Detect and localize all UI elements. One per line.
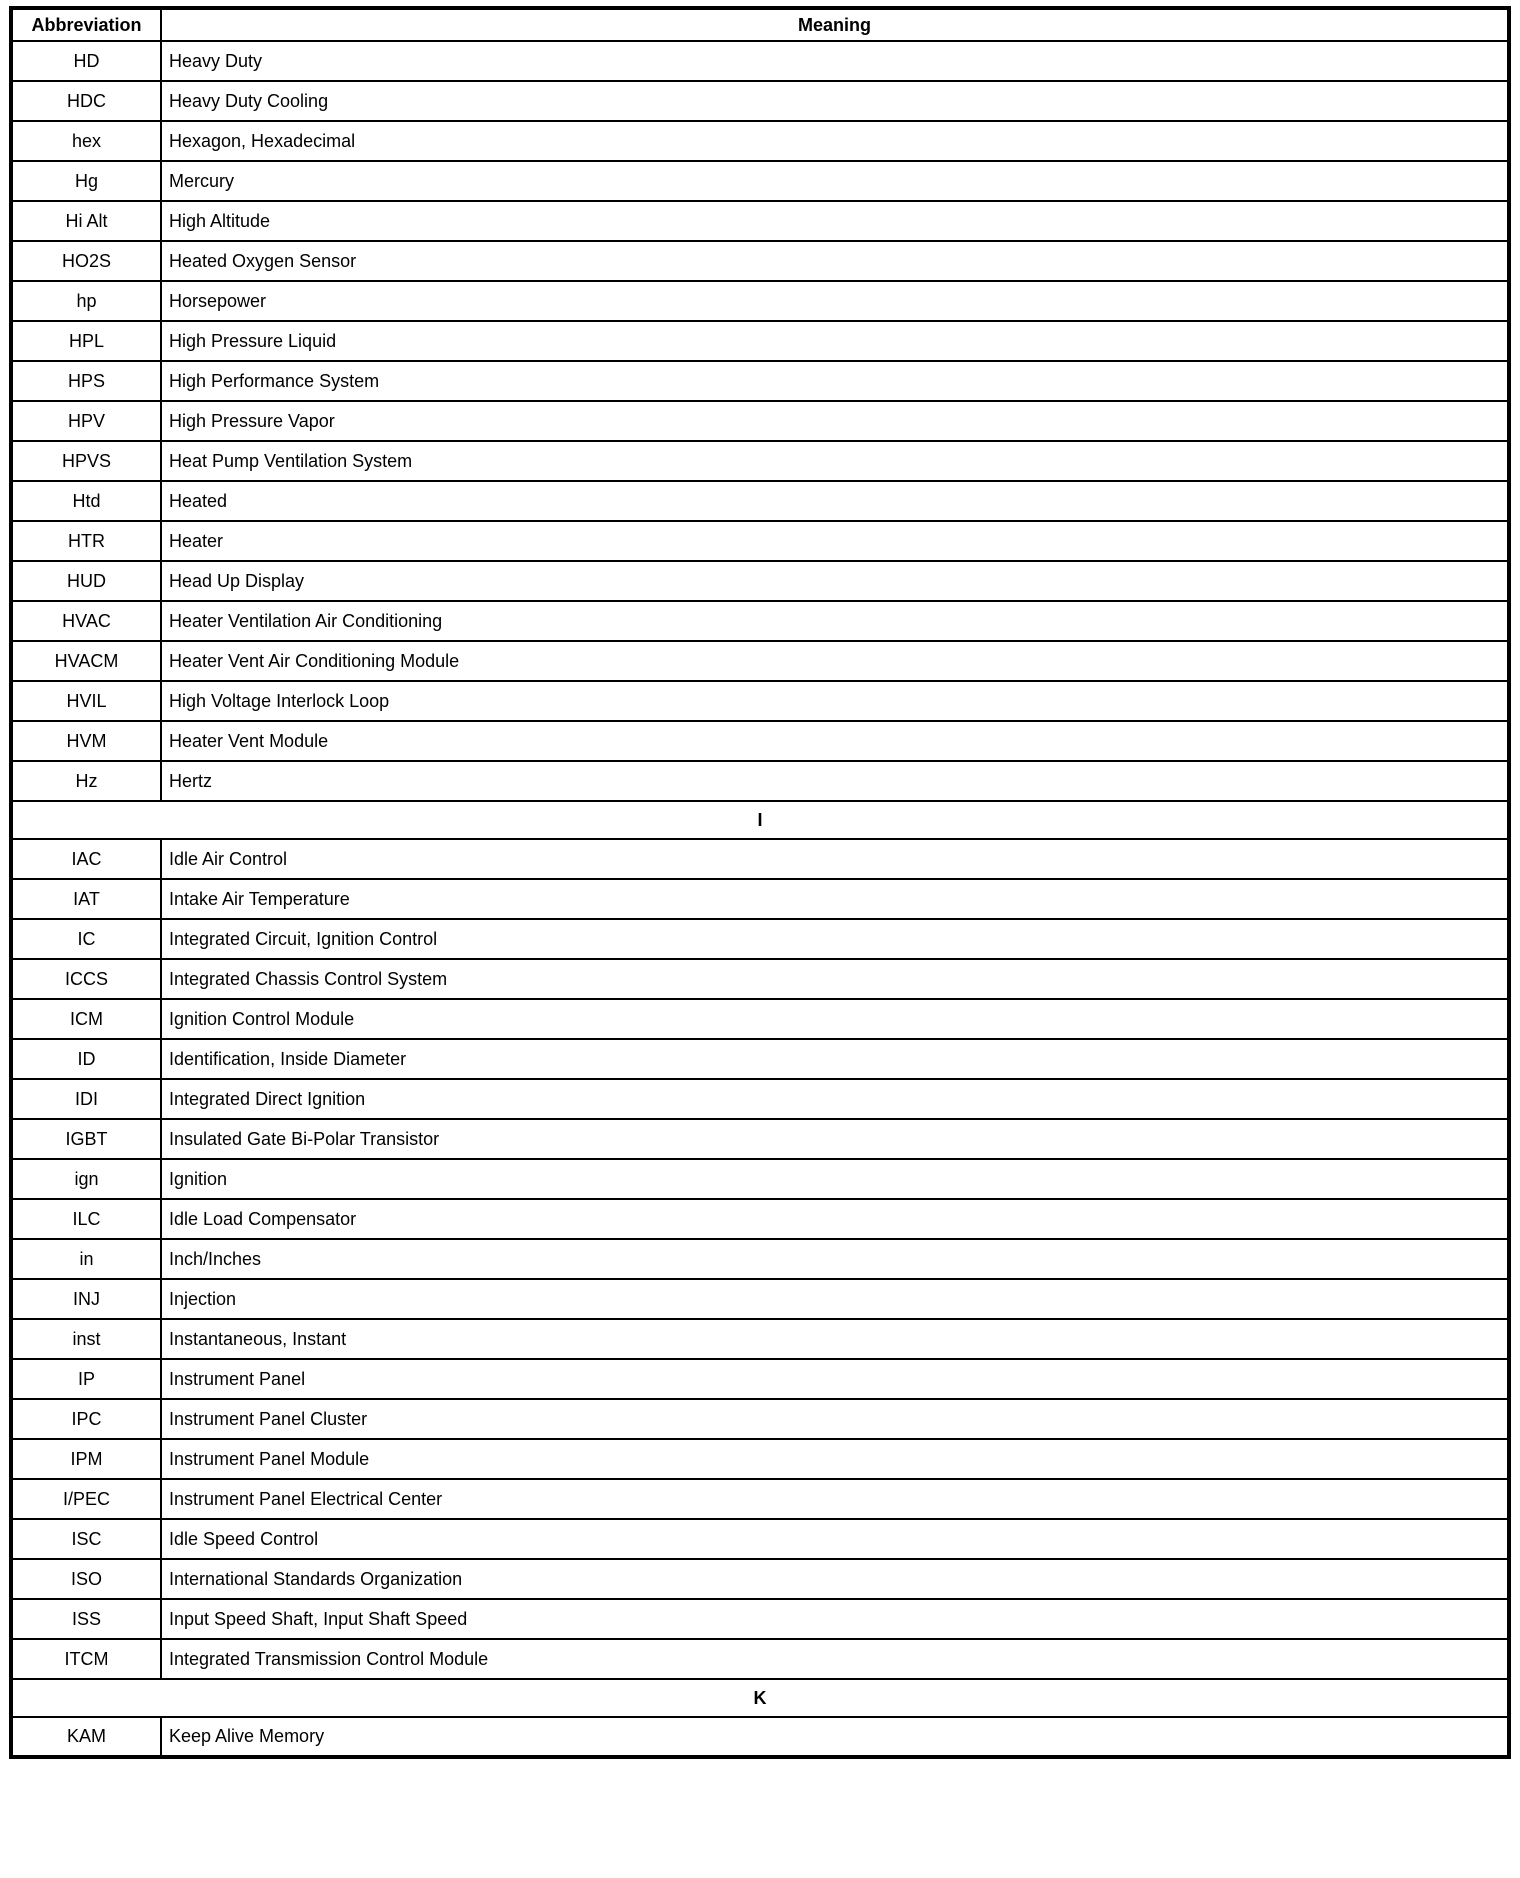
table-row	[11, 761, 1509, 801]
table-row	[11, 81, 1509, 121]
table-row	[11, 1599, 1509, 1639]
meaning-cell: Injection	[161, 1279, 1509, 1319]
table-row	[11, 321, 1509, 361]
table-row	[11, 1639, 1509, 1679]
abbreviation-cell: in	[11, 1239, 161, 1279]
table-row	[11, 281, 1509, 321]
table-row	[11, 959, 1509, 999]
meaning-cell: Heated Oxygen Sensor	[161, 241, 1509, 281]
abbreviation-cell: KAM	[11, 1717, 161, 1757]
abbreviation-cell: hex	[11, 121, 161, 161]
table-row	[11, 1479, 1509, 1519]
table-row	[11, 481, 1509, 521]
abbreviation-cell: INJ	[11, 1279, 161, 1319]
meaning-cell: Hertz	[161, 761, 1509, 801]
meaning-cell: Integrated Transmission Control Module	[161, 1639, 1509, 1679]
meaning-cell: High Pressure Vapor	[161, 401, 1509, 441]
abbreviation-cell: HPL	[11, 321, 161, 361]
table-row	[11, 1279, 1509, 1319]
meaning-cell: Heater Ventilation Air Conditioning	[161, 601, 1509, 641]
abbreviation-cell: IAT	[11, 879, 161, 919]
meaning-cell: Horsepower	[161, 281, 1509, 321]
table-row	[11, 879, 1509, 919]
abbreviation-cell: Hi Alt	[11, 201, 161, 241]
abbreviation-cell: ign	[11, 1159, 161, 1199]
abbreviation-cell: IP	[11, 1359, 161, 1399]
abbreviation-cell: HPVS	[11, 441, 161, 481]
table-row	[11, 161, 1509, 201]
meaning-cell: High Altitude	[161, 201, 1509, 241]
table-row	[11, 1199, 1509, 1239]
meaning-cell: Heater	[161, 521, 1509, 561]
abbreviation-cell: Hz	[11, 761, 161, 801]
column-header-abbreviation: Abbreviation	[11, 8, 161, 41]
table-row	[11, 839, 1509, 879]
header-row	[11, 8, 1509, 41]
meaning-cell: Heater Vent Module	[161, 721, 1509, 761]
meaning-cell: Ignition Control Module	[161, 999, 1509, 1039]
table-row	[11, 1717, 1509, 1757]
table-row	[11, 1359, 1509, 1399]
abbreviation-cell: IPM	[11, 1439, 161, 1479]
abbreviation-cell: HD	[11, 41, 161, 81]
abbreviation-cell: ILC	[11, 1199, 161, 1239]
meaning-cell: Integrated Chassis Control System	[161, 959, 1509, 999]
abbreviation-cell: HPV	[11, 401, 161, 441]
section-label: K	[11, 1679, 1509, 1717]
meaning-cell: Input Speed Shaft, Input Shaft Speed	[161, 1599, 1509, 1639]
meaning-cell: Instrument Panel Module	[161, 1439, 1509, 1479]
table-row	[11, 241, 1509, 281]
table-row	[11, 1239, 1509, 1279]
meaning-cell: International Standards Organization	[161, 1559, 1509, 1599]
meaning-cell: Idle Air Control	[161, 839, 1509, 879]
meaning-cell: Mercury	[161, 161, 1509, 201]
meaning-cell: High Voltage Interlock Loop	[161, 681, 1509, 721]
table-row	[11, 1079, 1509, 1119]
meaning-cell: Head Up Display	[161, 561, 1509, 601]
abbreviation-cell: ISO	[11, 1559, 161, 1599]
meaning-cell: Identification, Inside Diameter	[161, 1039, 1509, 1079]
table-row	[11, 1519, 1509, 1559]
meaning-cell: Intake Air Temperature	[161, 879, 1509, 919]
table-row	[11, 1039, 1509, 1079]
meaning-cell: Idle Load Compensator	[161, 1199, 1509, 1239]
abbreviation-cell: HVIL	[11, 681, 161, 721]
table-row	[11, 1319, 1509, 1359]
table-row	[11, 361, 1509, 401]
meaning-cell: Idle Speed Control	[161, 1519, 1509, 1559]
meaning-cell: Heavy Duty Cooling	[161, 81, 1509, 121]
meaning-cell: Instrument Panel Cluster	[161, 1399, 1509, 1439]
section-label: I	[11, 801, 1509, 839]
meaning-cell: Heater Vent Air Conditioning Module	[161, 641, 1509, 681]
table-row	[11, 521, 1509, 561]
abbreviation-cell: I/PEC	[11, 1479, 161, 1519]
meaning-cell: Heat Pump Ventilation System	[161, 441, 1509, 481]
abbreviation-cell: ISS	[11, 1599, 161, 1639]
abbreviation-cell: HVM	[11, 721, 161, 761]
meaning-cell: Hexagon, Hexadecimal	[161, 121, 1509, 161]
table-row	[11, 41, 1509, 81]
abbreviation-cell: inst	[11, 1319, 161, 1359]
meaning-cell: High Performance System	[161, 361, 1509, 401]
table-row	[11, 1119, 1509, 1159]
abbreviation-cell: HO2S	[11, 241, 161, 281]
abbreviation-cell: ICM	[11, 999, 161, 1039]
abbreviation-cell: IDI	[11, 1079, 161, 1119]
table-row	[11, 561, 1509, 601]
abbreviation-cell: HDC	[11, 81, 161, 121]
column-header-meaning: Meaning	[161, 8, 1509, 41]
abbreviation-cell: ICCS	[11, 959, 161, 999]
table-row	[11, 1159, 1509, 1199]
abbreviation-cell: Hg	[11, 161, 161, 201]
meaning-cell: Instantaneous, Instant	[161, 1319, 1509, 1359]
meaning-cell: Integrated Direct Ignition	[161, 1079, 1509, 1119]
abbreviation-table	[9, 6, 1511, 1759]
abbreviation-cell: IPC	[11, 1399, 161, 1439]
table-row	[11, 1559, 1509, 1599]
table-row	[11, 1439, 1509, 1479]
table-row	[11, 601, 1509, 641]
abbreviation-cell: HVAC	[11, 601, 161, 641]
table-row	[11, 919, 1509, 959]
abbreviation-cell: HTR	[11, 521, 161, 561]
abbreviation-cell: ISC	[11, 1519, 161, 1559]
table-row	[11, 121, 1509, 161]
abbreviation-cell: ITCM	[11, 1639, 161, 1679]
meaning-cell: Integrated Circuit, Ignition Control	[161, 919, 1509, 959]
abbreviation-cell: hp	[11, 281, 161, 321]
meaning-cell: Heavy Duty	[161, 41, 1509, 81]
abbreviation-cell: IGBT	[11, 1119, 161, 1159]
meaning-cell: Insulated Gate Bi-Polar Transistor	[161, 1119, 1509, 1159]
table-row	[11, 441, 1509, 481]
abbreviation-cell: HUD	[11, 561, 161, 601]
abbreviation-cell: IC	[11, 919, 161, 959]
section-row	[11, 1679, 1509, 1717]
abbreviation-cell: HVACM	[11, 641, 161, 681]
abbreviation-cell: ID	[11, 1039, 161, 1079]
meaning-cell: Heated	[161, 481, 1509, 521]
table-row	[11, 641, 1509, 681]
meaning-cell: Inch/Inches	[161, 1239, 1509, 1279]
table-row	[11, 721, 1509, 761]
meaning-cell: Ignition	[161, 1159, 1509, 1199]
abbreviation-cell: IAC	[11, 839, 161, 879]
meaning-cell: Instrument Panel	[161, 1359, 1509, 1399]
meaning-cell: High Pressure Liquid	[161, 321, 1509, 361]
meaning-cell: Instrument Panel Electrical Center	[161, 1479, 1509, 1519]
table-row	[11, 401, 1509, 441]
table-row	[11, 999, 1509, 1039]
section-row	[11, 801, 1509, 839]
table-row	[11, 681, 1509, 721]
table-row	[11, 201, 1509, 241]
meaning-cell: Keep Alive Memory	[161, 1717, 1509, 1757]
table-row	[11, 1399, 1509, 1439]
abbreviation-cell: Htd	[11, 481, 161, 521]
abbreviation-cell: HPS	[11, 361, 161, 401]
